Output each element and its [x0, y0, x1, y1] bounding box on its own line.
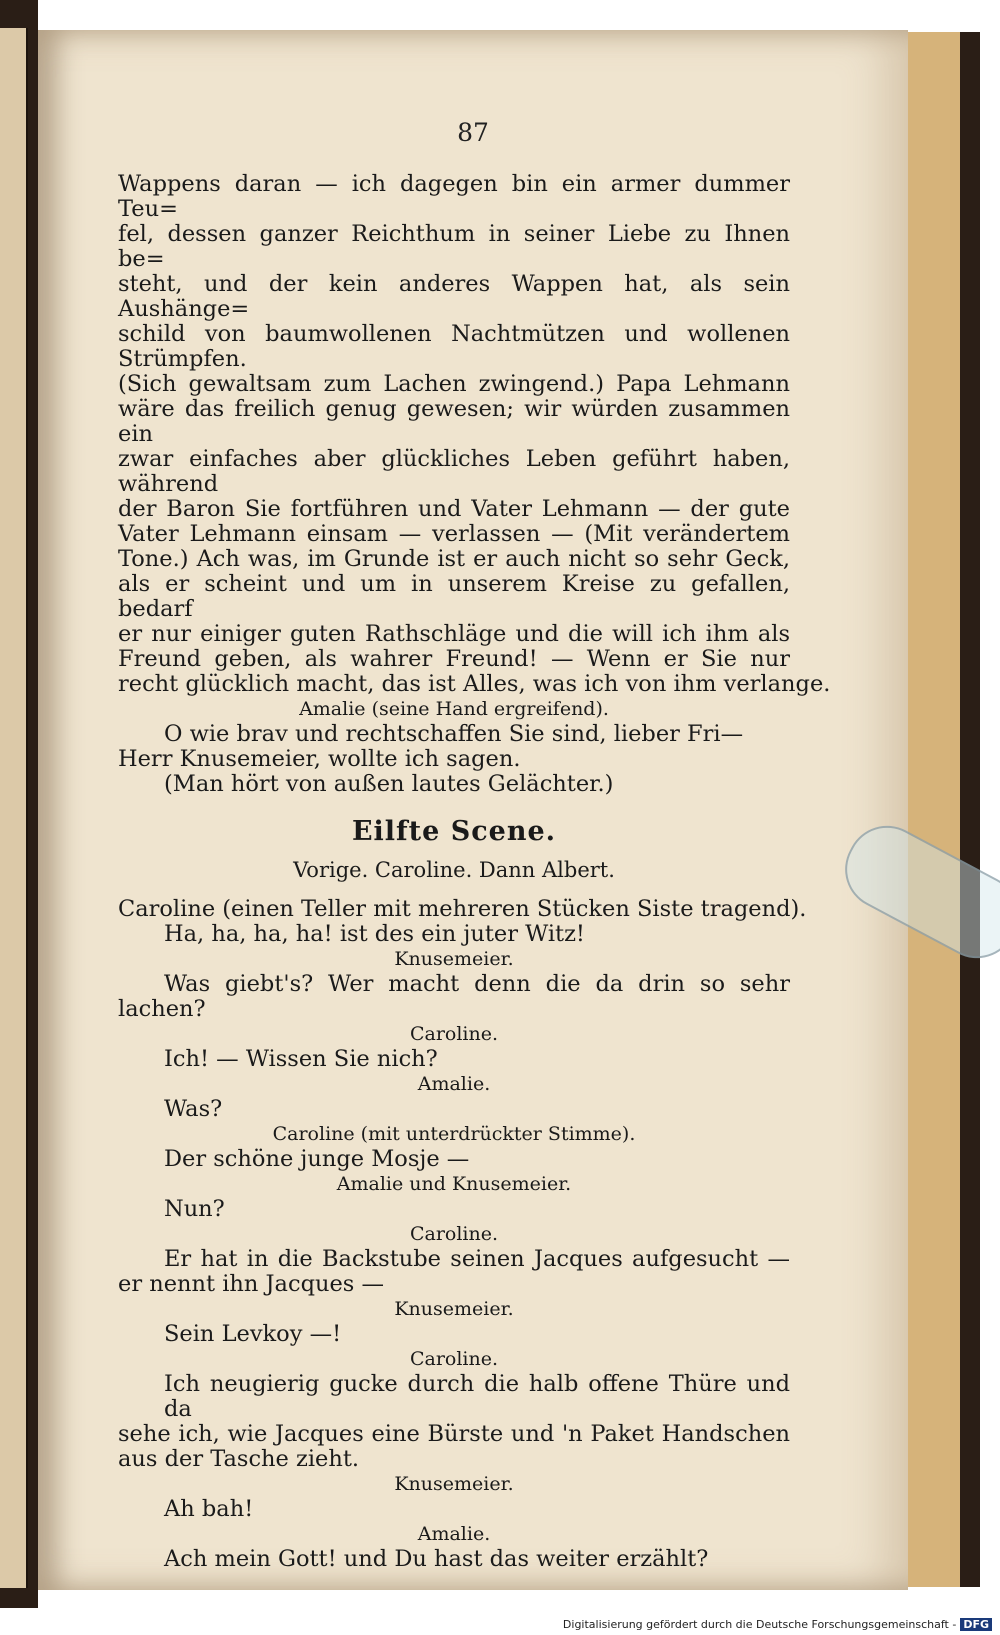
speaker-heading: Caroline (mit unterdrückter Stimme). [272, 1123, 636, 1145]
page-stack-edge [905, 32, 968, 1587]
dialogue-line: O wie brav und rechtschaffen Sie sind, lieber Fri— [164, 721, 744, 747]
dialogue-line: Ach mein Gott! und Du hast das weiter erzählt? [164, 1546, 709, 1572]
dialogue-line: Der schöne junge Mosje — [164, 1146, 470, 1172]
text-line: wäre das freilich genug gewesen; wir würden zusammen ein [118, 396, 790, 447]
dfg-logo: DFG [960, 1618, 992, 1631]
dialogue-line: Ich neugierig gucke durch die halb offene Thüre und da [164, 1371, 790, 1422]
dialogue-line: er nennt ihn Jacques — [118, 1271, 384, 1297]
text-line: fel, dessen ganzer Reichthum in seiner Liebe zu Ihnen be= [118, 221, 790, 272]
page-number: 87 [457, 118, 489, 147]
dialogue-line: Ha, ha, ha, ha! ist des ein juter Witz! [164, 921, 585, 947]
text-line: Tone.) Ach was, im Grunde ist er auch nicht so sehr Geck, [118, 546, 790, 572]
dialogue-line: aus der Tasche zieht. [118, 1446, 360, 1472]
speaker-heading: Caroline. [409, 1223, 499, 1245]
text-line: Freund geben, als wahrer Freund! — Wenn er Sie nur [118, 646, 790, 672]
digitization-footer [563, 1618, 992, 1631]
speaker-heading: Amalie. [417, 1073, 491, 1095]
stage-direction: (Man hört von außen lautes Gelächter.) [164, 771, 614, 797]
speaker-heading: Caroline. [409, 1023, 499, 1045]
speaker-heading: Caroline. [409, 1348, 499, 1370]
dialogue-line: lachen? [118, 996, 206, 1022]
speaker-heading: Amalie. [417, 1523, 491, 1545]
dialogue-line: Nun? [164, 1196, 225, 1222]
dialogue-line: Er hat in die Backstube seinen Jacques aufgesucht — [164, 1246, 790, 1272]
text-line: als er scheint und um in unserem Kreise zu gefallen, bedarf [118, 571, 790, 622]
dialogue-line: sehe ich, wie Jacques eine Bürste und 'n Paket Handschen [118, 1421, 790, 1447]
speaker-heading: Caroline (einen Teller mit mehreren Stücken Siste tragend). [118, 896, 807, 922]
speaker-heading: Knusemeier. [394, 948, 514, 970]
dialogue-line: Sein Levkoy —! [164, 1321, 342, 1347]
text-line: (Sich gewaltsam zum Lachen zwingend.) Papa Lehmann [118, 371, 790, 397]
text-line: recht glücklich macht, das ist Alles, was ich von ihm verlange. [118, 671, 831, 697]
text-line: er nur einiger guten Rathschläge und die will ich ihm als [118, 621, 790, 647]
dialogue-line: Ah bah! [164, 1496, 254, 1522]
left-page-edge [0, 28, 28, 1588]
speaker-heading: Amalie und Knusemeier. [336, 1173, 572, 1195]
dialogue-line: Was? [164, 1096, 223, 1122]
text-line: Vater Lehmann einsam — verlassen — (Mit verändertem [118, 521, 790, 547]
dialogue-line: Herr Knusemeier, wollte ich sagen. [118, 746, 521, 772]
text-line: steht, und der kein anderes Wappen hat, als sein Aushänge= [118, 271, 790, 322]
text-line: schild von baumwollenen Nachtmützen und wollenen Strümpfen. [118, 321, 790, 372]
dialogue-line: Ich! — Wissen Sie nich? [164, 1046, 438, 1072]
page-text [118, 171, 831, 1572]
text-line: Wappens daran — ich dagegen bin ein armer dummer Teu= [118, 171, 790, 222]
scene-cast: Vorige. Caroline. Dann Albert. [293, 858, 615, 882]
speaker-heading: Amalie (seine Hand ergreifend). [299, 698, 609, 720]
speaker-heading: Knusemeier. [394, 1473, 514, 1495]
text-line: zwar einfaches aber glückliches Leben geführt haben, während [118, 446, 790, 497]
dialogue-line: Was giebt's? Wer macht denn die da drin so sehr [164, 971, 790, 997]
scene-title: Eilfte Scene. [351, 816, 557, 847]
speaker-heading: Knusemeier. [394, 1298, 514, 1320]
text-line: der Baron Sie fortführen und Vater Lehmann — der gute [118, 496, 790, 522]
book-cover-edge [960, 32, 980, 1587]
footer-text: Digitalisierung gefördert durch die Deutsche Forschungsgemeinschaft - [562, 1618, 957, 1631]
